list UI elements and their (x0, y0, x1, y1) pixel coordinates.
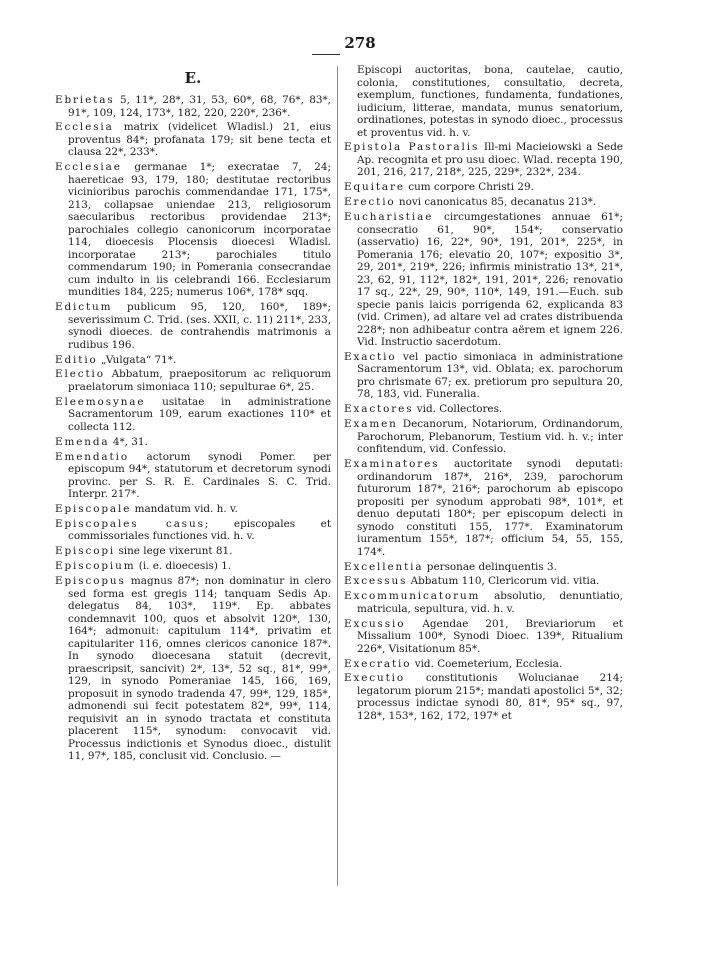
entry-headword: Ebrietas (55, 94, 115, 106)
index-entry (344, 403, 623, 416)
index-entry (344, 181, 623, 194)
entry-headword: Ecclesia (55, 121, 114, 134)
index-entry (55, 161, 331, 299)
entry-headword: Executio (344, 672, 406, 685)
right-column (344, 64, 623, 725)
entry-text: constitutionis Wolucianae 214; legatorum piorum 215*; mandati apostolici 5*, 32; processus indictae synodi 80, 81*, 95* sq., 97, 128*, 153*, 162, 172, 197* et (357, 672, 623, 722)
entry-text: usitatae in administratione Sacramentorum 109, earum exactiones 110* et collecta 112. (68, 395, 331, 433)
index-entry (344, 64, 623, 139)
index-entry (55, 354, 331, 367)
entry-headword: Excellentia (344, 560, 424, 573)
entry-headword: Episcopale (55, 503, 132, 516)
entry-headword: Episcopium (55, 560, 136, 573)
entry-headword: Editio (55, 353, 98, 366)
entry-headword: Exactores (344, 403, 414, 416)
index-entry (344, 658, 623, 671)
entry-headword: Erectio (344, 196, 396, 209)
entry-headword: Eleemosynae (55, 395, 146, 408)
entry-text: circumgestationes annuae 61*; consecratio 61, 90*, 154*; conservatio (asservatio) 16, 22*, 90*, 191, 201*, 225*, in Pomerania 176; elevatio 20, 107*; expositio 3*, 29, 201*, 219*, 226; infirmis ministratio 13*, 21*, 23, 62, 91, 112*, 182*, 191, 201*, 226; renovatio 17 sq., 22*, 29, 90*, 110*, 149, 191.—Euch. sub specie panis laicis porrigenda 62, explicanda 83 (vid. Crimen), ad altare vel ad crates distribuenda 228*; non adhibeatur contra aërem et ignem 226. Vid. Instructio sacerdotum. (357, 211, 623, 349)
entry-text: matrix (videlicet Wladisl.) 21, eius proventus 84*; profanata 179; sit bene tecta et clausa 22*, 233*. (68, 121, 331, 159)
entry-text: auctoritate synodi deputati: ordinandorum 187*, 216*, 239, parochorum futurorum 187*, 216*; parochorum ab episcopo propositi per synodum approbati 98*, 101*, et denuo deputati 180*; per episcopum delecti in synodo constituti 155, 177*. Examinatorum iuramentum 155*, 187*; officium 54, 55, 155, 174*. (357, 458, 623, 558)
index-entry (55, 451, 331, 501)
index-entry (344, 351, 623, 401)
entry-headword: Electio (55, 368, 105, 381)
entry-headword: Excommunicatorum (344, 590, 481, 603)
left-column (55, 64, 331, 765)
entry-headword: Edictum (55, 301, 113, 314)
entry-text: Abbatum 110, Clericorum vid. vitia. (407, 575, 600, 588)
entry-text: vel pactio simoniaca in administratione Sacramentorum 13*, vid. Oblata; ex. parochorum pro chrismate 67; ex. pretiorum pro sepultura 20, 78, 183, vid. Funeralia. (357, 350, 623, 401)
index-entry (55, 396, 331, 434)
entry-text: vid. Coemeterium, Ecclesia. (411, 657, 563, 670)
index-entry (344, 418, 623, 456)
index-entry (55, 560, 331, 573)
entry-text: Ill-mi Macieiowski a Sede Ap. recognita et pro usu dioec. Wlad. recepta 190, 201, 216, 217, 218*, 225, 229*, 232*, 234. (357, 141, 623, 179)
entry-text: mandatum vid. h. v. (131, 503, 238, 516)
entry-text: actorum synodi Pomer. per episcopum 94*, statutorum et decretorum synodi provinc. per S. R. E. Cardinales S. C. Trid. Interpr. 217*. (68, 450, 331, 501)
index-entry (55, 436, 331, 449)
entry-text: magnus 87*; non dominatur in clero sed forma est gregis 114; tanquam Sedis Ap. delegatus 84, 103*, 119*. Ep. abbates condemnavit 100, quos et absolvit 120*, 130, 164*; admonuit: capitulum 114*, privatim et capitulariter 116, omnes clericos canonice 187*. In synodo dioecesana statuit (decrevit, praescripsit, sancivit) 2*, 13*, 52 sq., 81*, 99*, 129, in synodo Pomeraniae 145, 166, 169, proposuit in synodo tradenda 47, 99*, 129, 185*, admonendi sui fecit potestatem 82*, 99*, 114, requisivit an in synodo tractata et constituta placerent 115*, synodum: convocavit vid. Processus indictionis et Synodus dioec., distulit 11, 97*, 185, conclusit vid. Conclusio. — (68, 575, 331, 763)
entry-text: personae delinquentis 3. (423, 560, 557, 573)
entry-text: 5, 11*, 28*, 31, 53, 60*, 68, 76*, 83*, 91*, 109, 124, 173*, 182, 220, 220*, 236*. (68, 94, 331, 119)
entry-text: germanae 1*; execratae 7, 24; haereticae 93, 179, 180; destitutae rectoribus vicinioribus parochis commendandae 171, 175*, 213, collapsae uniendae 213, religiosorum saecularibus rectoribus providendae 213*; parochiales collegio canonicorum incorporatae 114, dioecesis Plocensis dioecesi Wladisl. incorporatae 213*; parochiales titulo commendarum 190; in Pomerania consecrandae cum indulto in iis celebrandi 166. Ecclesiarum mundities 184, 225; numerus 106*, 178* sqq. (68, 161, 331, 299)
index-entry (344, 672, 623, 722)
index-entry (55, 368, 331, 393)
page-number: 278 (344, 34, 376, 52)
entry-text: ; episcopales et commissoriales functiones vid. h. v. (68, 517, 331, 543)
index-entry (55, 94, 331, 119)
index-entry (344, 618, 623, 656)
entry-text: Episcopi auctoritas, bona, cautelae, cautio, colonia, constitutiones, consultatio, decreta, exemplum, functiones, fundamenta, fundationes, iudicium, litterae, mandata, munus senatorium, ordinationes, potestas in synodo dioec., processus et proventus vid. h. v. (357, 64, 623, 139)
entry-headword: Episcopales casus (55, 517, 205, 530)
index-entry (344, 458, 623, 558)
entry-text: Decanorum, Notariorum, Ordinandorum, Parochorum, Plebanorum, Testium vid. h. v.; inter confitendum, vid. Confessio. (357, 418, 623, 456)
entry-headword: Episcopus (55, 575, 126, 588)
page-number-rule (312, 54, 340, 55)
entry-text: publicum 95, 120, 160*, 189*; severissimum C. Trid. (ses. XXII, c. 11) 211*, 233, synodi dioeces. de contrahendis matrimonis a rudibus 196. (68, 301, 331, 351)
entry-headword: Emendatio (55, 450, 129, 463)
entry-headword: Ecclesiae (55, 161, 122, 174)
index-entry (344, 141, 623, 179)
entry-text: cum corpore Christi 29. (404, 181, 534, 194)
entry-headword: Execratio (344, 657, 412, 670)
index-entry (55, 503, 331, 516)
entry-text: vid. Collectores. (413, 403, 503, 416)
entry-headword: Examinatores (344, 458, 440, 471)
index-entry (344, 590, 623, 615)
entry-text: Abbatum, praepositorum ac reliquorum praelatorum simoniaca 110; sepulturae 6*, 25. (68, 368, 331, 393)
index-entry (55, 575, 331, 763)
entry-headword: Exactio (344, 350, 397, 363)
entry-text: novi canonicatus 85, decanatus 213*. (395, 196, 597, 209)
index-entry (55, 545, 331, 558)
column-divider (337, 66, 338, 886)
index-entry (344, 561, 623, 574)
entry-headword: Episcopi (55, 545, 116, 558)
entry-text: Agendae 201, Breviariorum et Missalium 100*, Synodi Dioec. 139*, Ritualium 226*, Visitationum 85*. (357, 617, 623, 655)
entry-headword: Equitare (344, 181, 405, 194)
index-entry (344, 196, 623, 209)
entry-headword: Eucharistiae (344, 211, 434, 224)
entry-text: sine lege vixerunt 81. (115, 545, 233, 558)
index-entry (55, 518, 331, 543)
entry-text: (i. e. dioecesis) 1. (135, 560, 232, 573)
entry-headword: Examen (344, 418, 398, 431)
entry-headword: Excussio (344, 617, 406, 630)
index-entry (344, 575, 623, 588)
entry-text: 4*, 31. (109, 435, 148, 448)
index-entry (344, 211, 623, 349)
entry-text: „Vulgata“ 71*. (97, 353, 177, 366)
entry-text: absolutio, denuntiatio, matricula, sepultura, vid. h. v. (357, 590, 623, 615)
left-entries (55, 94, 331, 763)
index-entry (55, 301, 331, 351)
index-entry (55, 121, 331, 159)
entry-headword: Emenda (55, 435, 110, 448)
entry-headword: Excessus (344, 575, 408, 588)
entry-headword: Epistola Pastoralis (344, 141, 480, 154)
letter-heading: E. (184, 69, 202, 87)
right-entries (344, 64, 623, 722)
